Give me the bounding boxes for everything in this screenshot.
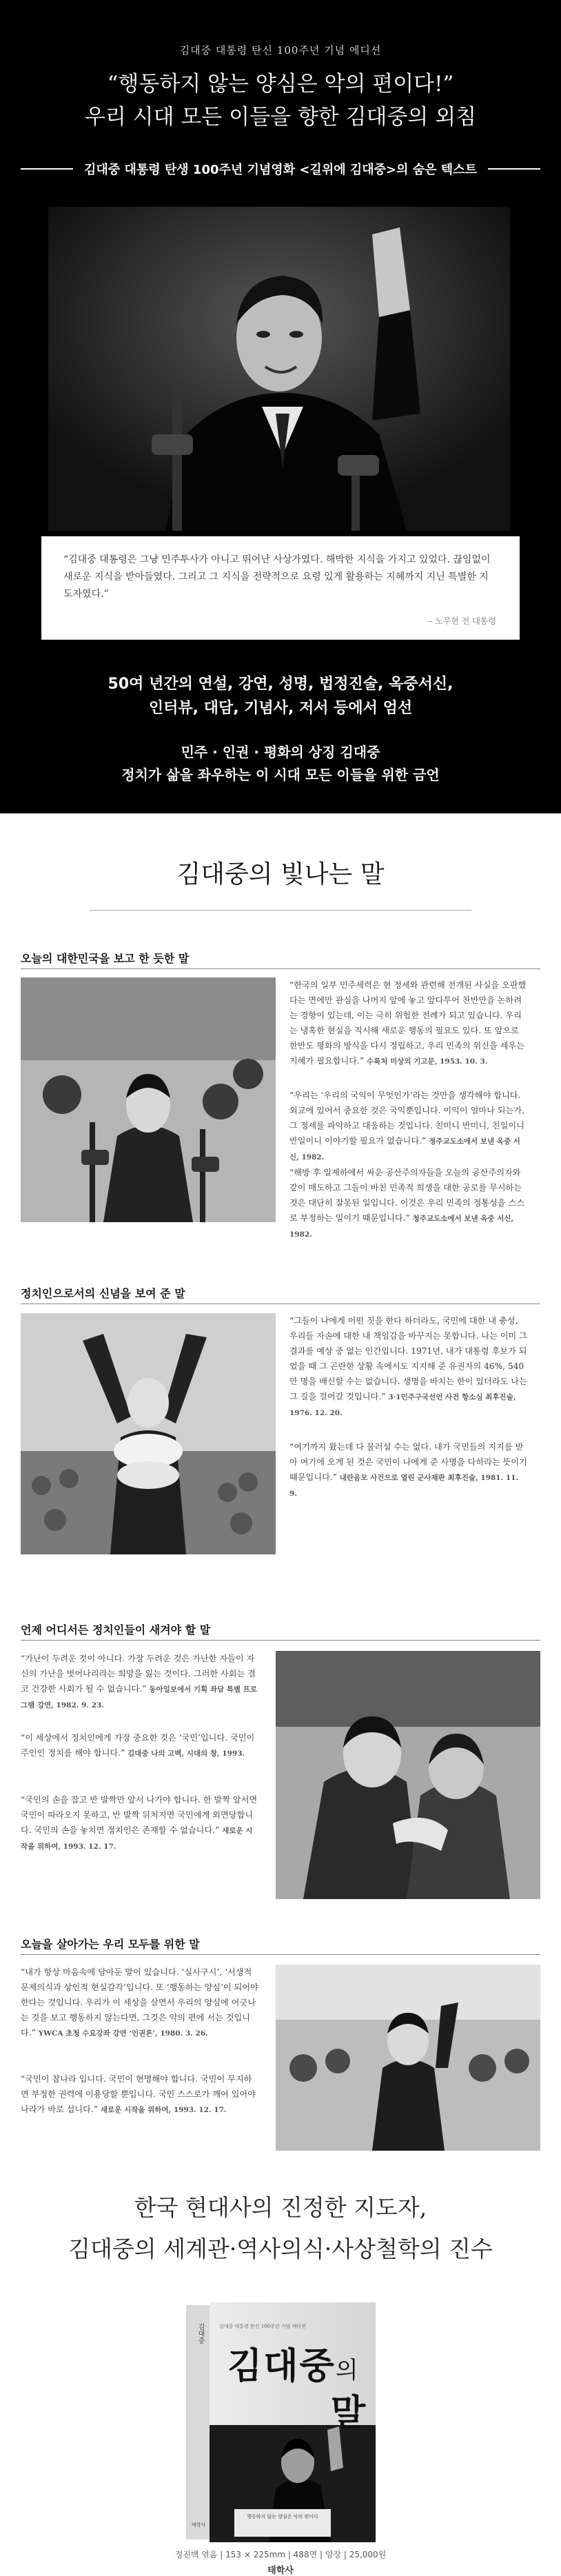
- book-spine-publisher: 태학사: [191, 2522, 206, 2528]
- book-cover: [186, 2302, 376, 2542]
- section-1-para-3: “해방 후 일제하에서 싸운 공산주의자들을 오늘의 공산주의자와 같이 매도하고 그들이 바친 민족적 희생을 대한 공로를 무시하는 것은 대단히 잘못된 일입니다. 이것은 우리 민족의 정통성을 스스로 부정하는 일이기 때문입니다.” 청주교도소에서 보낸 옥중 서신, 1982.: [289, 1168, 524, 1239]
- section-3-para-3: “국민의 손을 잡고 반 발짝만 앞서 나가야 합니다. 한 발짝 앞서면 국민이 따라오지 못하고, 반 발짝 뒤처지면 국민에게 외면당합니다. 국민의 손을 놓치면 정치인은 존재할 수 없습니다.” 새로운 시작을 위하여, 1993. 12. 17.: [21, 1795, 258, 1851]
- section-3-heading: 언제 어디서든 정치인들이 새겨야 할 말: [21, 1623, 211, 1636]
- section-2-heading: 정치인으로서의 신념을 보여 준 말: [21, 1287, 185, 1300]
- highlight-line-1: 50여 년간의 연설, 강연, 성명, 법정진술, 옥중서신,: [108, 676, 453, 693]
- roh-quote-text: “김대중 대통령은 그냥 민주투사가 아니고 뛰어난 사상가였다. 해박한 지식을 가지고 있었다. 끊임없이 새로운 지식을 받아들였다. 그리고 그 지식을 전략적으로 요령 있게 활용하는 지혜까지 지닌 특별한 지도자였다.”: [63, 554, 491, 600]
- section-1-photo: [21, 977, 276, 1222]
- headline-quote: “행동하지 않는 양심은 악의 편이다!”: [107, 72, 454, 97]
- book-title-main: 김대중: [227, 2346, 336, 2387]
- publisher-logo: 태학사: [267, 2566, 294, 2576]
- section-title: 김대중의 빛나는 말: [176, 860, 385, 889]
- section-2-para-1: “그들이 나에게 어떤 짓을 한다 하더라도, 국민에 대한 내 충성, 우리들 자손에 대한 내 책임감을 바꾸지는 못합니다. 나는 이미 그 결과를 예상 중 없는 인간입니다. 1971년, 내가 대통령 후보가 되었을 때 그 곤란한 상황 속에서도 지지해 준 유권자의 46%, 540만 명을 배신할 수는 없습니다. 생명을 바치는 한이 있더라도 나는 그 길을 걸어갈 것입니다.” 3·1민주구국선언 사건 항소심 최후진술, 1976. 12. 20.: [289, 1316, 527, 1417]
- roh-quote-box: [41, 536, 520, 640]
- highlight-line-3: 민주 · 인권 · 평화의 상징 김대중: [181, 744, 380, 760]
- section-4-heading: 오늘을 살아가는 우리 모두를 위한 말: [21, 1938, 200, 1951]
- section-4-divider: [21, 1954, 540, 1955]
- closing-line-2: 김대중의 세계관·역사의식·사상철학의 진수: [68, 2235, 493, 2262]
- section-4-para-2: “국민이 참나라 입니다. 국민이 현명해야 합니다. 국민이 무지하면 부정한 권력에 이용당할 뿐입니다. 국민 스스로가 깨어 있어야 나라가 바로 섭니다.” 새로운 시작을 위하여, 1993. 12. 17.: [21, 2074, 256, 2114]
- edition-label: 김대중 대통령 탄신 100주년 기념 에디션: [179, 44, 382, 57]
- section-2-photo: [21, 1313, 276, 1554]
- section-3-para-2: “이 세상에서 정치인에게 가장 중요한 것은 ‘국민’입니다. 국민이 주인인 정치를 해야 합니다.” 김대중 나의 고백, 시대의 창, 1993.: [21, 1733, 255, 1758]
- hero-section: [0, 0, 561, 813]
- headline-subtitle: 우리 시대 모든 이들을 향한 김대중의 외침: [84, 105, 477, 130]
- film-banner-text: 김대중 대통령 탄생 100주년 기념영화 <길위에 김대중>의 숨은 텍스트: [84, 163, 477, 177]
- section-1-heading: 오늘의 대한민국을 보고 한 듯한 말: [21, 952, 190, 965]
- section-4-photo: [276, 1965, 540, 2151]
- book-spine-text: 김대중: [196, 2323, 204, 2344]
- film-banner: [21, 152, 540, 186]
- highlight-line-2: 인터뷰, 대담, 기념사, 저서 등에서 엄선: [148, 700, 413, 717]
- title-divider: [90, 910, 471, 911]
- highlight-line-4: 정치가 삶을 좌우하는 이 시대 모든 이들을 위한 금언: [121, 767, 440, 783]
- roh-quote-author: – 노무현 전 대통령: [428, 616, 496, 626]
- book-info: 정진백 엮음 | 153 × 225mm | 488면 | 양장 | 25,000원: [174, 2550, 387, 2559]
- section-1-divider: [21, 968, 540, 969]
- section-4-para-1: “내가 항상 마음속에 담아둔 말이 있습니다. ‘실사구시’, ‘서생적 문제의식과 상인적 현실감각’입니다. 또 ‘행동하는 양심’이 되어야 한다는 것입니다. 우리가 이 세상을 살면서 우리의 양심에 어긋나는 것을 보고 행동하지 않는다면, 그것은 악의 편에 서는 것입니다.” YWCA 초청 수요강좌 강연 ‘인권론’, 1980. 3. 26.: [21, 1967, 258, 2038]
- section-3-divider: [21, 1640, 540, 1641]
- section-1-para-2: “우리는 ‘우리의 국익이 무엇인가’라는 것만을 생각해야 합니다. 외교에 있어서 중요한 것은 국익뿐입니다. 이익이 얼마나 되는가, 그 정세를 파악하고 대응하는 것입니다. 친미니 반미니, 친일이니 반일이니 이야기할 필요가 없습니다.” 정주교도소에서 보낸 옥중 서신, 1982.: [289, 1091, 524, 1162]
- speech-photo: [48, 207, 510, 531]
- book-cover-subtitle: 행동하지 않는 양심은 악의 편이다: [247, 2514, 318, 2519]
- book-cover-edition: 김대중 대통령 탄신 100주년 기념 에디션: [219, 2324, 306, 2329]
- book-title-end: 말: [331, 2393, 366, 2434]
- closing-line-1: 한국 현대사의 진정한 지도자,: [134, 2194, 427, 2221]
- section-1-para-1: “한국의 일부 민주세력은 현 정세와 관련해 전개된 사실을 오판했다는 면에만 관심을 나머지 앞에 놓고 앞다투어 찬반만을 논하려는 경향이 있는데, 이는 극히 위험한 전례가 되고 있습니다. 우리는 냉혹한 현실을 직시해 새로운 행동의 필요도 있다. 또 앞으로 한반도 평화의 방식을 다시 정립하고, 우리 민족의 위신을 세우는 지혜가 필요합니다.” 수록처 미상의 기고문, 1953. 10. 3.: [289, 980, 527, 1066]
- book-title-particle: 의: [335, 2357, 360, 2384]
- section-2-para-2: “여기까지 왔는데 다 물러설 수는 없다. 내가 국민들의 지지를 받아 여기에 오게 된 것은 국민이 나에게 준 사명을 다하라는 뜻이기 때문입니다.” 내란음모 사건으로 열린 군사재판 최후진술, 1981. 11. 9.: [289, 1442, 527, 1498]
- section-3-photo: [276, 1651, 540, 1899]
- section-3-para-1: “가난이 두려운 것이 아니다. 가장 두려운 것은 가난한 자들이 자신의 가난을 벗어나리라는 희망을 잃는 것이다. 그러한 사회는 결코 건강한 사회가 될 수 없습니다.” 동아일보에서 기획 좌담 특별 프로그램 강연, 1982. 9. 23.: [21, 1654, 258, 1710]
